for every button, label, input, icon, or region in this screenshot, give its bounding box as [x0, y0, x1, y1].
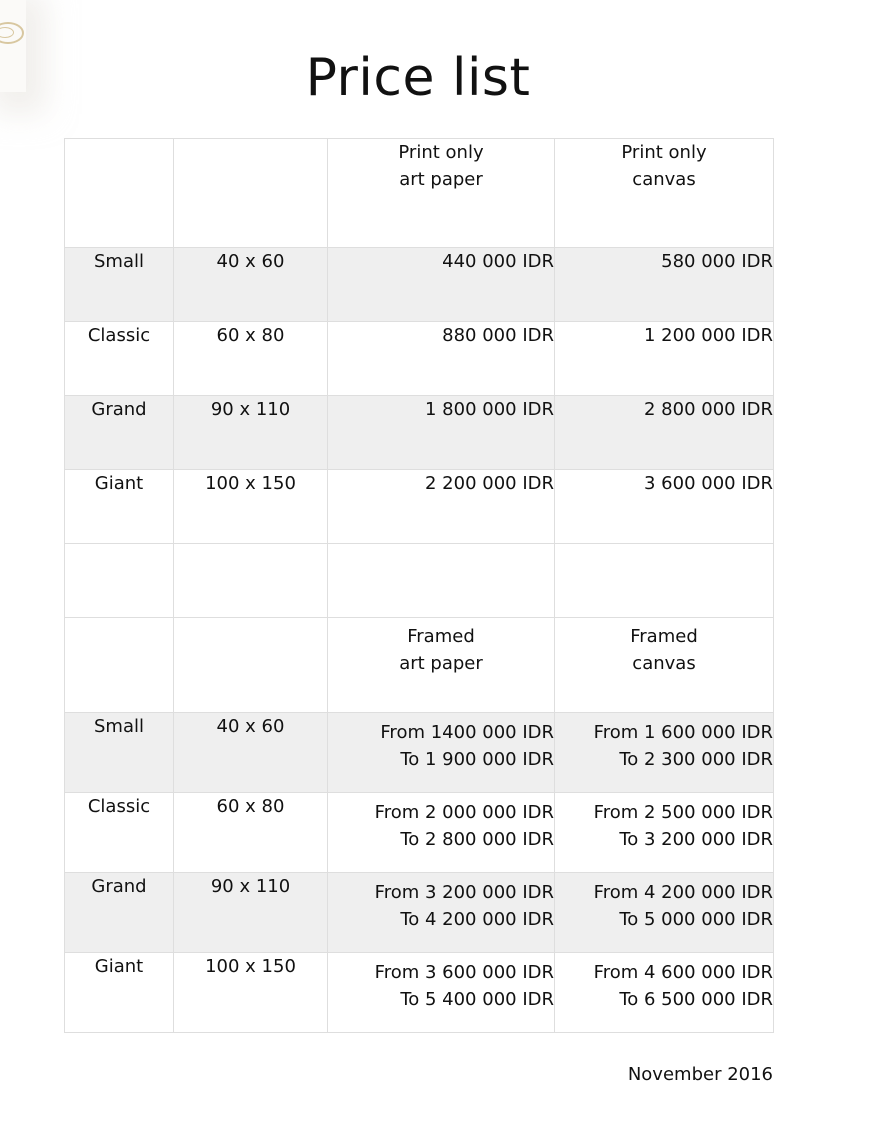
empty-cell: [174, 544, 328, 618]
empty-header-cell: [174, 618, 328, 713]
canvas-price-range-cell: [555, 953, 774, 1033]
dimensions-cell: 60 x 80: [174, 322, 328, 396]
price-to: To 1 900 000 IDR: [400, 749, 554, 770]
empty-header-cell: [174, 139, 328, 248]
size-name-cell: Small: [65, 713, 174, 793]
price-to: To 5 400 000 IDR: [400, 989, 554, 1010]
price-to: To 3 200 000 IDR: [619, 829, 773, 850]
price-to: To 6 500 000 IDR: [619, 989, 773, 1010]
art-paper-price-cell: 880 000 IDR: [328, 322, 555, 396]
page-title: Price list: [305, 48, 531, 108]
price-to: To 5 000 000 IDR: [619, 909, 773, 930]
price-from: From 3 200 000 IDR: [374, 882, 554, 903]
empty-cell: [65, 544, 174, 618]
price-to: To 2 300 000 IDR: [619, 749, 773, 770]
date-footer: November 2016: [627, 1064, 773, 1085]
size-name-cell: Classic: [65, 793, 174, 873]
size-name-cell: Grand: [65, 396, 174, 470]
blank-separator-row: [65, 544, 774, 618]
canvas-price-cell: 580 000 IDR: [555, 248, 774, 322]
header-line: art paper: [399, 653, 483, 674]
dimensions-cell: 40 x 60: [174, 248, 328, 322]
dimensions-cell: 100 x 150: [174, 953, 328, 1033]
dimensions-cell: 100 x 150: [174, 470, 328, 544]
header-line: art paper: [399, 169, 483, 190]
canvas-price-range-cell: [555, 873, 774, 953]
table-row: [65, 248, 774, 322]
canvas-price-cell: 1 200 000 IDR: [555, 322, 774, 396]
size-name-cell: Giant: [65, 953, 174, 1033]
print-canvas-header: [555, 139, 774, 248]
art-paper-price-range-cell: [328, 953, 555, 1033]
price-from: From 2 500 000 IDR: [593, 802, 773, 823]
framed-header-row: [65, 618, 774, 713]
empty-header-cell: [65, 618, 174, 713]
print-art-paper-header: [328, 139, 555, 248]
framed-canvas-header: [555, 618, 774, 713]
table-row: [65, 713, 774, 793]
empty-header-cell: [65, 139, 174, 248]
empty-cell: [328, 544, 555, 618]
size-name-cell: Grand: [65, 873, 174, 953]
art-paper-price-range-cell: [328, 873, 555, 953]
header-line: canvas: [632, 169, 696, 190]
table-row: [65, 873, 774, 953]
canvas-price-range-cell: [555, 793, 774, 873]
size-name-cell: Small: [65, 248, 174, 322]
canvas-price-cell: 2 800 000 IDR: [555, 396, 774, 470]
price-from: From 4 600 000 IDR: [593, 962, 773, 983]
canvas-price-cell: 3 600 000 IDR: [555, 470, 774, 544]
framed-art-paper-header: [328, 618, 555, 713]
header-line: Framed: [630, 626, 698, 647]
art-paper-price-cell: 1 800 000 IDR: [328, 396, 555, 470]
header-line: canvas: [632, 653, 696, 674]
header-line: Print only: [398, 142, 484, 163]
price-from: From 4 200 000 IDR: [593, 882, 773, 903]
art-paper-price-cell: 440 000 IDR: [328, 248, 555, 322]
dimensions-cell: 40 x 60: [174, 713, 328, 793]
canvas-price-range-cell: [555, 713, 774, 793]
art-paper-price-range-cell: [328, 793, 555, 873]
price-table: [64, 138, 774, 1033]
empty-cell: [555, 544, 774, 618]
price-to: To 2 800 000 IDR: [400, 829, 554, 850]
dimensions-cell: 90 x 110: [174, 396, 328, 470]
header-line: Print only: [621, 142, 707, 163]
art-paper-price-range-cell: [328, 713, 555, 793]
size-name-cell: Giant: [65, 470, 174, 544]
table-row: [65, 470, 774, 544]
dimensions-cell: 60 x 80: [174, 793, 328, 873]
table-row: [65, 396, 774, 470]
price-from: From 2 000 000 IDR: [374, 802, 554, 823]
art-paper-price-cell: 2 200 000 IDR: [328, 470, 555, 544]
table-row: [65, 953, 774, 1033]
price-from: From 3 600 000 IDR: [374, 962, 554, 983]
size-name-cell: Classic: [65, 322, 174, 396]
price-from: From 1400 000 IDR: [380, 722, 554, 743]
table-row: [65, 793, 774, 873]
table-row: [65, 322, 774, 396]
header-line: Framed: [407, 626, 475, 647]
price-from: From 1 600 000 IDR: [593, 722, 773, 743]
price-to: To 4 200 000 IDR: [400, 909, 554, 930]
dimensions-cell: 90 x 110: [174, 873, 328, 953]
print-header-row: [65, 139, 774, 248]
